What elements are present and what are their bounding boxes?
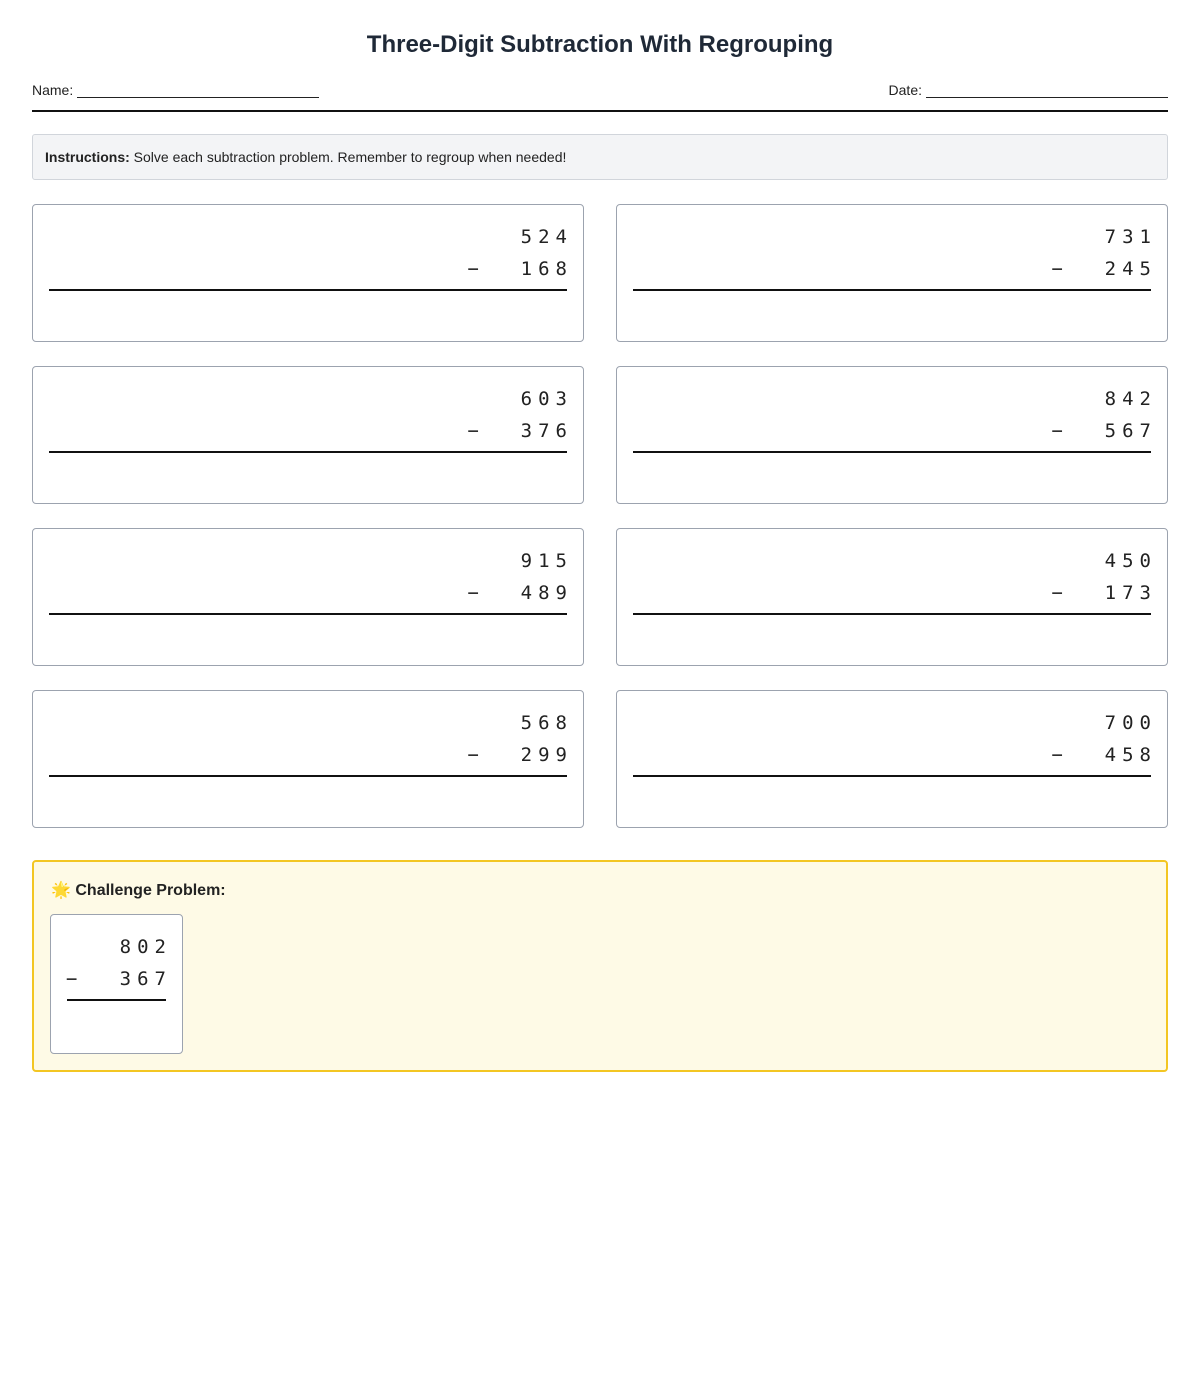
subtrahend: 458 <box>1104 744 1157 766</box>
problem-card[interactable] <box>32 690 584 828</box>
minus-sign: − <box>1051 582 1063 604</box>
problem-card[interactable] <box>32 528 584 666</box>
minus-sign: − <box>66 968 78 990</box>
minus-sign: − <box>1051 420 1063 442</box>
minus-sign: − <box>467 744 479 766</box>
problem-card[interactable] <box>32 204 584 342</box>
answer-line <box>49 451 567 453</box>
date-label: Date: <box>888 82 922 98</box>
answer-line <box>49 289 567 291</box>
answer-line <box>67 999 166 1001</box>
minuend: 603 <box>520 388 573 410</box>
problem-card[interactable] <box>616 690 1168 828</box>
minuend: 450 <box>1104 550 1157 572</box>
student-info-row <box>32 80 1168 112</box>
minuend: 915 <box>520 550 573 572</box>
minus-sign: − <box>467 582 479 604</box>
page-title: Three-Digit Subtraction With Regrouping <box>366 31 834 58</box>
subtrahend: 173 <box>1104 582 1157 604</box>
answer-line <box>633 775 1151 777</box>
subtrahend: 299 <box>520 744 573 766</box>
challenge-problem-card[interactable] <box>50 914 183 1054</box>
answer-line <box>49 613 567 615</box>
instructions-label: Instructions: <box>45 149 130 165</box>
problem-card[interactable] <box>616 366 1168 504</box>
answer-line <box>633 289 1151 291</box>
name-label: Name: <box>32 82 74 98</box>
challenge-section <box>32 860 1168 1072</box>
answer-line <box>633 451 1151 453</box>
answer-line <box>49 775 567 777</box>
challenge-heading <box>51 880 226 900</box>
problem-card[interactable] <box>32 366 584 504</box>
answer-line <box>633 613 1151 615</box>
minuend: 700 <box>1104 712 1157 734</box>
minuend: 802 <box>119 936 172 958</box>
problem-card[interactable] <box>616 528 1168 666</box>
name-field <box>32 82 319 98</box>
problem-card[interactable] <box>616 204 1168 342</box>
minuend: 731 <box>1104 226 1157 248</box>
date-field <box>889 82 1168 98</box>
problem-grid <box>32 204 1168 828</box>
minuend: 842 <box>1104 388 1157 410</box>
challenge-title: Challenge Problem: <box>75 882 226 899</box>
subtrahend: 376 <box>520 420 573 442</box>
minus-sign: − <box>467 420 479 442</box>
instructions-box <box>32 134 1168 180</box>
minuend: 524 <box>520 226 573 248</box>
minus-sign: − <box>1051 744 1063 766</box>
subtrahend: 489 <box>520 582 573 604</box>
name-blank[interactable] <box>77 83 319 98</box>
subtrahend: 245 <box>1104 258 1157 280</box>
subtrahend: 567 <box>1104 420 1157 442</box>
minuend: 568 <box>520 712 573 734</box>
subtrahend: 168 <box>520 258 573 280</box>
star-icon: 🌟 <box>51 882 71 899</box>
minus-sign: − <box>1051 258 1063 280</box>
minus-sign: − <box>467 258 479 280</box>
instructions-text: Solve each subtraction problem. Remember to regroup when needed! <box>133 149 567 165</box>
date-blank[interactable] <box>926 83 1168 98</box>
subtrahend: 367 <box>119 968 172 990</box>
